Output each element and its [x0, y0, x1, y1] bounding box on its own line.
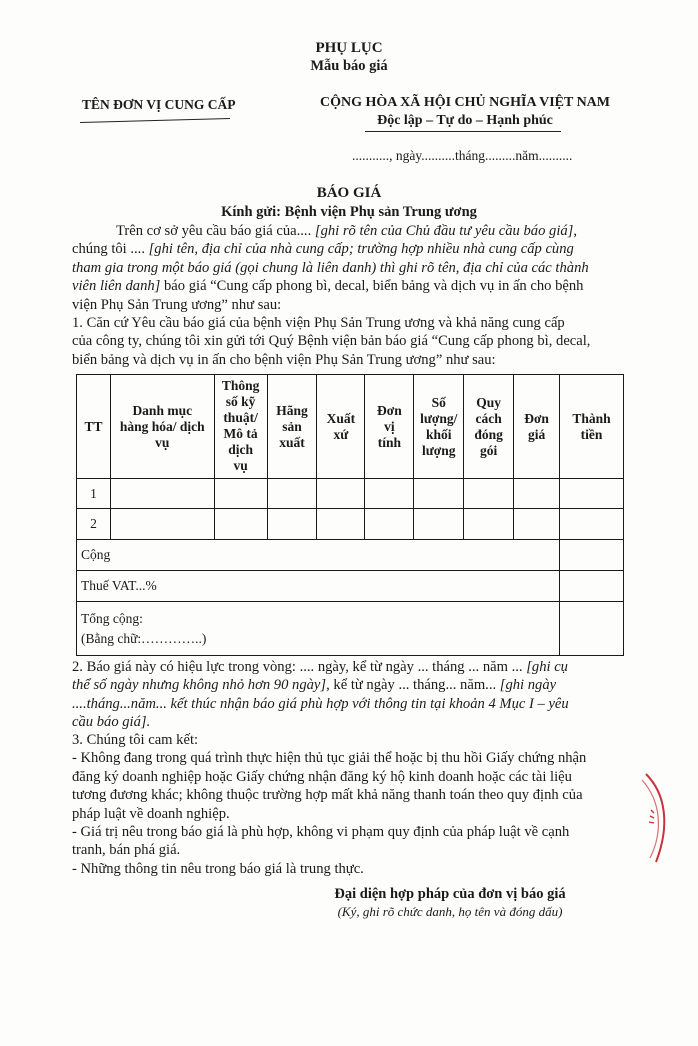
grand-total-cell[interactable] [560, 602, 624, 656]
col-header-qty: Số lượng/ khối lượng [414, 375, 464, 479]
quote-table [76, 374, 624, 656]
cell-price[interactable] [514, 509, 560, 540]
section-3: 3. Chúng tôi cam kết: - Không đang trong quá trình thực hiện thủ tục giải thể hoặc bị thu hồi Giấy chứng nhận đăng ký doanh nghiệp hoặc Giấy chứng nhận đăng ký hộ kinh doanh hoặc các tài liệu tương đương khác; không thuộc trường hợp mất khả năng thanh toán theo quy định của pháp luật về doanh nghiệp. - Giá trị nêu trong báo giá là phù hợp, không vi phạm quy định của pháp luật về cạnh tranh, bán phá giá. - Những thông tin nêu trong báo giá là trung thực. [72, 732, 587, 877]
cell-qty[interactable] [414, 509, 464, 540]
vat-total-cell[interactable] [560, 571, 624, 602]
supplier-label: TÊN ĐƠN VỊ CUNG CẤP [82, 97, 236, 112]
cell-pack[interactable] [464, 509, 514, 540]
motto-underline [365, 131, 561, 132]
date-line: ..........., ngày..........tháng.........năm.......... [352, 148, 573, 163]
supplier-underline [80, 115, 230, 123]
cell-item[interactable] [110, 509, 214, 540]
doc-title: BÁO GIÁ [316, 185, 382, 201]
nation-motto: Độc lập – Tự do – Hạnh phúc [377, 113, 553, 128]
section-2: 2. Báo giá này có hiệu lực trong vòng: .... ngày, kể từ ngày ... tháng ... năm ... [ghi cụ thể số ngày nhưng không nhỏ hơn 90 ngày], kể từ ngày ... tháng... năm... [ghi ngày ....tháng...năm... kết thúc nhận báo giá phù hợp với thông tin tại khoản 4 Mục I – yêu cầu báo giá]. [72, 659, 569, 731]
col-header-spec: Thông số kỹ thuật/ Mô tả dịch vụ [214, 375, 267, 479]
col-header-total: Thành tiền [560, 375, 624, 479]
signature-note: (Ký, ghi rõ chức danh, họ tên và đóng dấu) [337, 904, 563, 919]
cell-total[interactable] [560, 479, 624, 509]
col-header-item: Danh mục hàng hóa/ dịch vụ [110, 375, 214, 479]
appendix-title: PHỤ LỤC [315, 40, 383, 56]
table-header-row [77, 375, 624, 479]
cell-brand[interactable] [267, 479, 317, 509]
cell-origin[interactable] [317, 479, 365, 509]
col-header-origin: Xuất xứ [317, 375, 365, 479]
cell-unit[interactable] [365, 509, 414, 540]
grand-total-row: Tổng cộng: (Bằng chữ:…………..) [77, 602, 624, 656]
col-header-tt: TT [77, 375, 111, 479]
col-header-brand: Hãng sản xuất [267, 375, 317, 479]
recipient: Kính gửi: Bệnh viện Phụ sản Trung ương [221, 204, 477, 220]
vat-row: Thuế VAT...% [77, 571, 624, 602]
sum-total-cell[interactable] [560, 540, 624, 571]
cell-pack[interactable] [464, 479, 514, 509]
appendix-subtitle: Mẫu báo giá [310, 58, 388, 74]
table-row: 1 [77, 479, 624, 509]
cell-brand[interactable] [267, 509, 317, 540]
nation-title: CỘNG HÒA XÃ HỘI CHỦ NGHĨA VIỆT NAM [319, 95, 610, 110]
signature-title: Đại diện hợp pháp của đơn vị báo giá [334, 886, 566, 902]
col-header-pack: Quy cách đóng gói [464, 375, 514, 479]
col-header-price: Đơn giá [514, 375, 560, 479]
cell-spec[interactable] [214, 479, 267, 509]
cell-qty[interactable] [414, 479, 464, 509]
cell-price[interactable] [514, 479, 560, 509]
cell-origin[interactable] [317, 509, 365, 540]
intro-paragraph: Trên cơ sở yêu cầu báo giá của.... [ghi rõ tên của Chủ đầu tư yêu cầu báo giá], chúng tôi .... [ghi tên, địa chỉ của nhà cung cấp; trường hợp nhiều nhà cung cấp cùng tham gia trong một báo giá (gọi chung là liên danh) thì ghi rõ tên, địa chỉ của các thành viên liên danh] báo giá “Cung cấp phong bì, decal, biển bảng và dịch vụ in ấn cho bệnh viện Phụ Sản Trung ương” như sau: [72, 223, 589, 313]
col-header-unit: Đơn vị tính [365, 375, 414, 479]
cell-unit[interactable] [365, 479, 414, 509]
table-row: 2 [77, 509, 624, 540]
red-seal-mark [640, 770, 680, 870]
section-1: 1. Căn cứ Yêu cầu báo giá của bệnh viện Phụ Sản Trung ương và khả năng cung cấp của công ty, chúng tôi xin gửi tới Quý Bệnh viện bản báo giá “Cung cấp phong bì, decal, biển bảng và dịch vụ in ấn cho bệnh viện Phụ Sản Trung ương” như sau: [72, 315, 591, 368]
cell-total[interactable] [560, 509, 624, 540]
cell-spec[interactable] [214, 509, 267, 540]
cell-item[interactable] [110, 479, 214, 509]
sum-row: Cộng [77, 540, 624, 571]
